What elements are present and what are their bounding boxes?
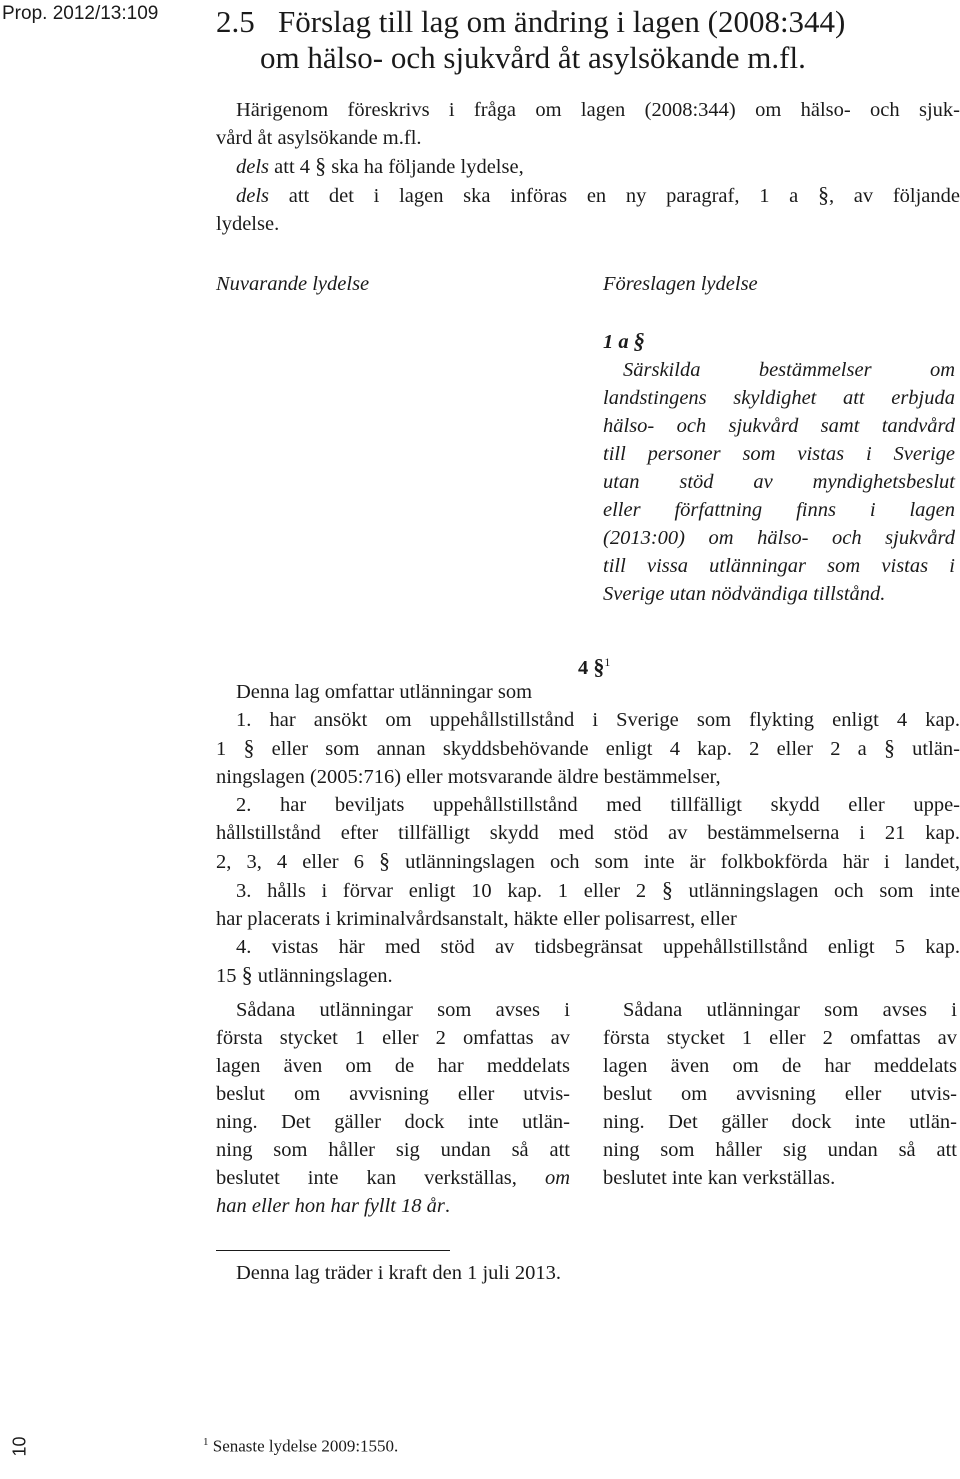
footnote <box>203 1430 398 1459</box>
entry-into-force: Denna lag träder i kraft den 1 juli 2013. <box>236 1262 562 1284</box>
new-section-line-5: utan stöd av myndighetsbeslut <box>603 471 955 493</box>
intro-line-last: lydelse. <box>216 213 280 235</box>
proposed-wording-line-5: ning. Det gäller dock inte utlän- <box>603 1111 957 1133</box>
proposed-wording-column <box>603 996 957 1192</box>
left-column-heading: Nuvarande lydelse <box>216 273 370 295</box>
section-symbol-icon: § <box>633 328 645 353</box>
footnote-text: Senaste lydelse 2009:1550. <box>208 1436 399 1456</box>
new-section-line-1: Särskilda bestämmelser om <box>623 359 955 381</box>
current-wording-line-4: beslut om avvisning eller utvis- <box>216 1083 570 1105</box>
proposed-wording-line-4: beslut om avvisning eller utvis- <box>603 1083 957 1105</box>
proposed-wording-line-2: första stycket 1 eller 2 omfattas av <box>603 1027 957 1049</box>
item4-line1: 4. vistas här med stöd av tidsbegränsat uppehållstillstånd enligt 5 kap. <box>236 936 960 958</box>
footnote-number: 1 <box>203 1436 209 1448</box>
item2-line1: 2. har beviljats uppehållstillstånd med tillfälligt skydd eller uppe- <box>236 794 960 816</box>
footnote-ref: 1 <box>604 655 611 669</box>
proposed-wording-line-7: beslutet inte kan verkställas. <box>603 1167 836 1189</box>
divider-rule <box>216 1250 450 1251</box>
intro-line2: vård åt asylsökande m.fl. <box>216 127 422 149</box>
section-symbol-icon: § <box>817 182 829 207</box>
section-heading <box>216 4 845 40</box>
new-section-line-3: hälso- och sjukvård samt tandvård <box>603 415 955 437</box>
intro-dels-2: dels att det i lagen ska införas en ny paragraf, 1 a §, av följande <box>236 182 960 207</box>
section4-label: 4 §$^1$ <box>578 653 611 679</box>
section-symbol-icon: § <box>661 877 673 902</box>
section4-intro: Denna lag omfattar utlänningar som <box>236 681 533 703</box>
right-column-heading: Föreslagen lydelse <box>603 273 758 295</box>
item3-line2: har placerats i kriminalvårdsanstalt, häkte eller polisarrest, eller <box>216 908 737 930</box>
new-section-label: 1 a § <box>603 328 645 353</box>
current-wording-line7: beslutet inte kan verkställas, om <box>216 1167 570 1189</box>
intro-line1: Härigenom föreskrivs i fråga om lagen (2008:344) om hälso- och sjuk- <box>236 99 960 121</box>
item1-line1: 1. har ansökt om uppehållstillstånd i Sverige som flykting enligt 4 kap. <box>236 709 960 731</box>
new-section-line-2: landstingens skyldighet att erbjuda <box>603 387 955 409</box>
current-wording-line-2: första stycket 1 eller 2 omfattas av <box>216 1027 570 1049</box>
section4-body <box>216 678 960 990</box>
section-title-line1: Förslag till lag om ändring i lagen (2008:344) <box>278 4 846 39</box>
new-section-body <box>603 356 955 608</box>
section-number: 2.5 <box>216 4 255 39</box>
proposed-wording-line-6: ning som håller sig undan så att <box>603 1139 957 1161</box>
section-title-line2: om hälso- och sjukvård åt asylsökande m.fl. <box>260 40 806 75</box>
item1-line3: ningslagen (2005:716) eller motsvarande äldre bestämmelser, <box>216 766 721 788</box>
current-wording-line-5: ning. Det gäller dock inte utlän- <box>216 1111 570 1133</box>
section-symbol-icon: § <box>883 735 895 760</box>
new-section-line-7: (2013:00) om hälso- och sjukvård <box>603 527 955 549</box>
proposed-wording-line-3: lagen även om de har meddelats <box>603 1055 957 1077</box>
item1-line2: 1 § eller som annan skyddsbehövande enligt 4 kap. 2 eller 2 a § utlän- <box>216 735 960 760</box>
current-wording-line-3: lagen även om de har meddelats <box>216 1055 570 1077</box>
item4-line2: 15 § utlänningslagen. <box>216 962 393 987</box>
page-number: 10 <box>9 1436 30 1457</box>
new-section-line-9: Sverige utan nödvändiga tillstånd. <box>603 583 886 605</box>
current-wording-column <box>216 996 570 1164</box>
proposed-wording-line-1: Sådana utlänningar som avses i <box>623 999 957 1021</box>
item3-line1: 3. hålls i förvar enligt 10 kap. 1 eller 2 § utlänningslagen och som inte <box>236 877 960 902</box>
proposition-reference: Prop. 2012/13:109 <box>2 3 159 24</box>
section-symbol-icon: § <box>315 153 327 178</box>
item2-line3: 2, 3, 4 eller 6 § utlänningslagen och som inte är folkbokförda här i landet, <box>216 848 960 873</box>
current-wording-line-1: Sådana utlänningar som avses i <box>236 999 570 1021</box>
section-symbol-icon: § <box>593 653 605 679</box>
current-wording-tail <box>216 1164 570 1220</box>
section-symbol-icon: § <box>379 848 391 873</box>
current-wording-line-6: ning som håller sig undan så att <box>216 1139 570 1161</box>
section-symbol-icon: § <box>243 735 255 760</box>
item2-line2: hållstillstånd efter tillfälligt skydd med stöd av bestämmelserna i 21 kap. <box>216 822 960 844</box>
section-symbol-icon: § <box>241 962 253 987</box>
intro-dels-1: dels att 4 § ska ha följande lydelse, <box>236 153 524 178</box>
intro-paragraph <box>216 96 960 238</box>
new-section-line-8: till vissa utlänningar som vistas i <box>603 555 955 577</box>
new-section-line-4: till personer som vistas i Sverige <box>603 443 955 465</box>
current-wording-line8: han eller hon har fyllt 18 år. <box>216 1195 451 1217</box>
new-section-line-6: eller författning finns i lagen <box>603 499 955 521</box>
